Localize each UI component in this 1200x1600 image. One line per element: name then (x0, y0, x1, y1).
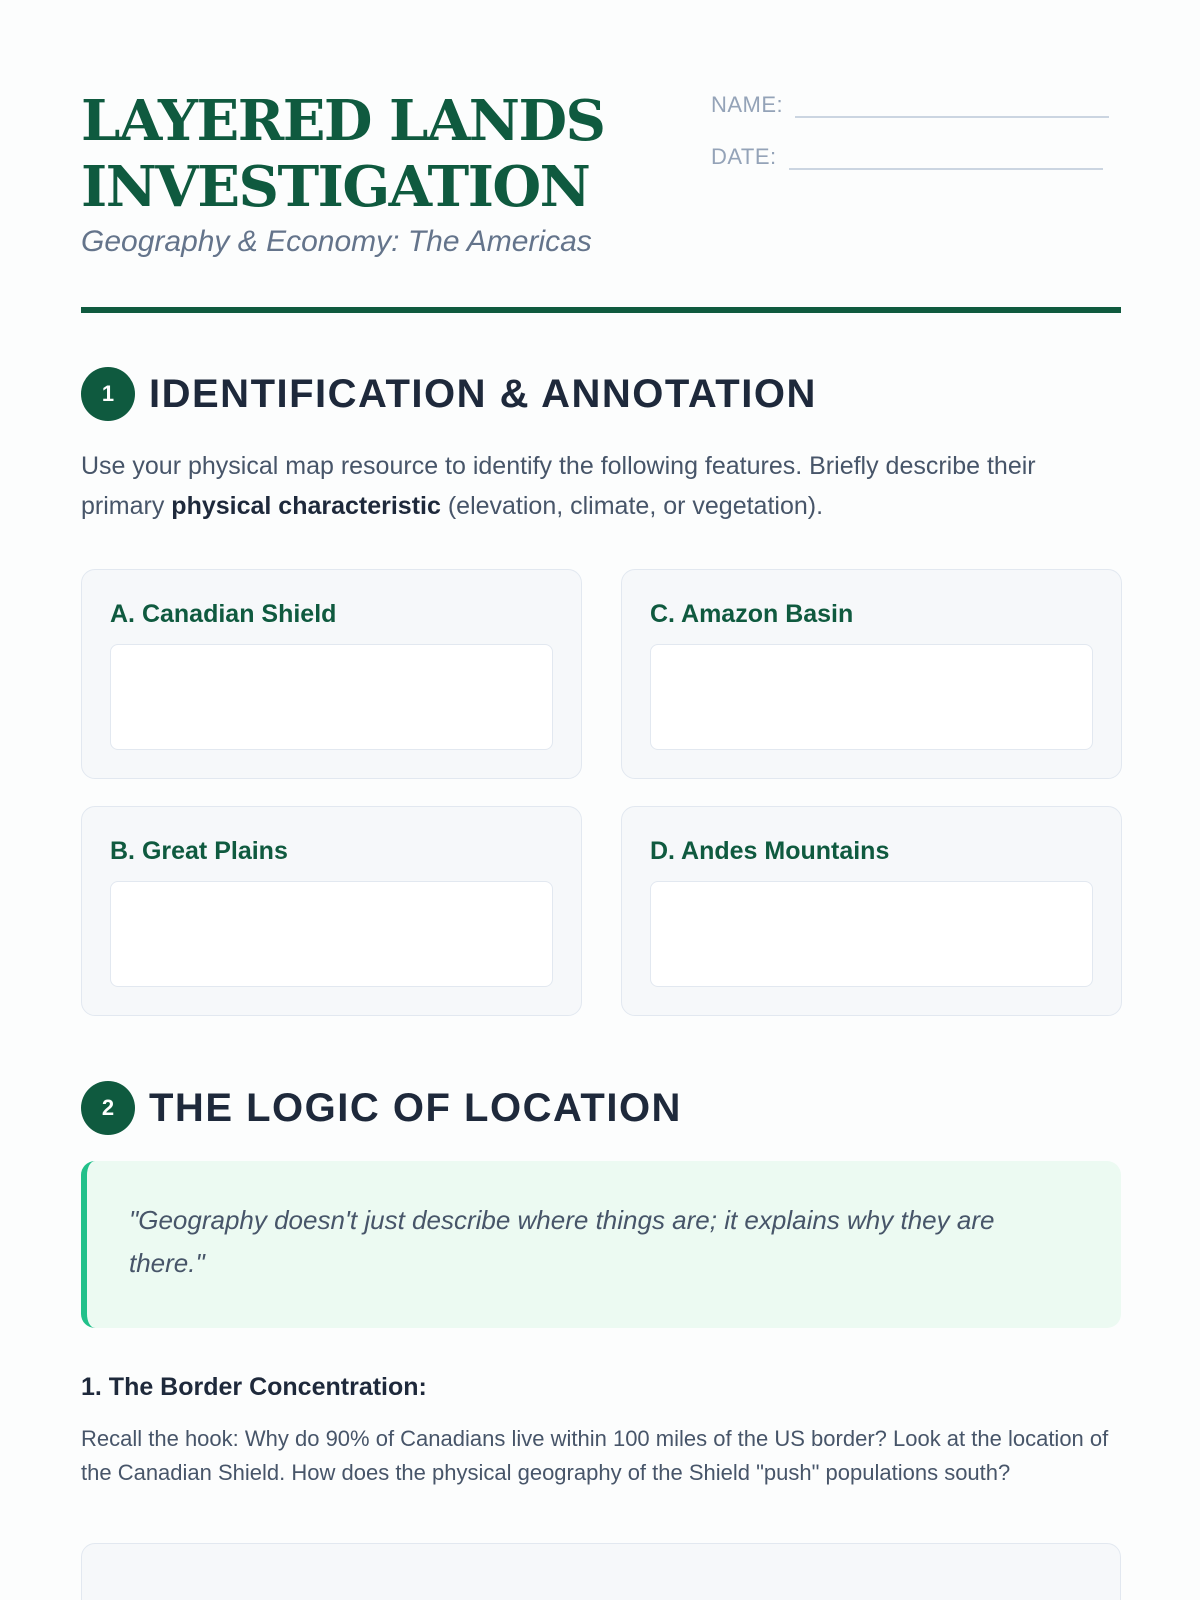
feature-answer-input[interactable] (110, 881, 553, 987)
section-1-title: IDENTIFICATION & ANNOTATION (149, 371, 817, 416)
feature-answer-input[interactable] (110, 644, 553, 750)
date-row (711, 130, 1103, 170)
question-1-answer-input[interactable] (81, 1543, 1121, 1600)
quote-callout (81, 1161, 1121, 1328)
feature-label: C. Amazon Basin (650, 600, 854, 628)
intro-text-start: Use your physical map resource to identify the following features. Briefly describe their primary (81, 452, 1036, 520)
page-subtitle: Geography & Economy: The Americas (81, 225, 592, 258)
feature-card-great-plains (81, 806, 582, 1016)
feature-answer-input[interactable] (650, 644, 1093, 750)
title-line-1: LAYERED LANDS (81, 88, 605, 154)
feature-label: A. Canadian Shield (110, 600, 337, 628)
feature-label: D. Andes Mountains (650, 837, 890, 865)
section-2-title: THE LOGIC OF LOCATION (149, 1085, 682, 1130)
feature-answer-input[interactable] (650, 881, 1093, 987)
section-2-number-badge: 2 (81, 1081, 135, 1135)
name-label: NAME: (711, 92, 784, 117)
title-line-2: INVESTIGATION (81, 154, 590, 220)
date-field[interactable] (789, 130, 1103, 170)
section-1-number-badge: 1 (81, 367, 135, 421)
question-1-title: 1. The Border Concentration: (81, 1373, 427, 1401)
section-2-heading (81, 1081, 682, 1135)
section-1-instructions (81, 446, 1121, 526)
feature-card-canadian-shield (81, 569, 582, 779)
page-title (81, 88, 605, 220)
worksheet-header (81, 78, 1121, 318)
feature-card-andes-mountains (621, 806, 1122, 1016)
header-divider (81, 307, 1121, 313)
intro-text-end: (elevation, climate, or vegetation). (440, 492, 824, 520)
feature-card-amazon-basin (621, 569, 1122, 779)
name-row (711, 78, 1109, 118)
name-field[interactable] (795, 78, 1109, 118)
intro-text-bold: physical characteristic (171, 492, 441, 520)
section-1-heading (81, 367, 817, 421)
date-label: DATE: (711, 144, 777, 169)
quote-text: "Geography doesn't just describe where things are; it explains why they are there." (129, 1205, 995, 1278)
question-1-prompt: Recall the hook: Why do 90% of Canadians live within 100 miles of the US border? Look at the location of the Canadian Shield. How does the physical geography of the Shield "push" populations south? (81, 1426, 1109, 1485)
feature-label: B. Great Plains (110, 837, 288, 865)
